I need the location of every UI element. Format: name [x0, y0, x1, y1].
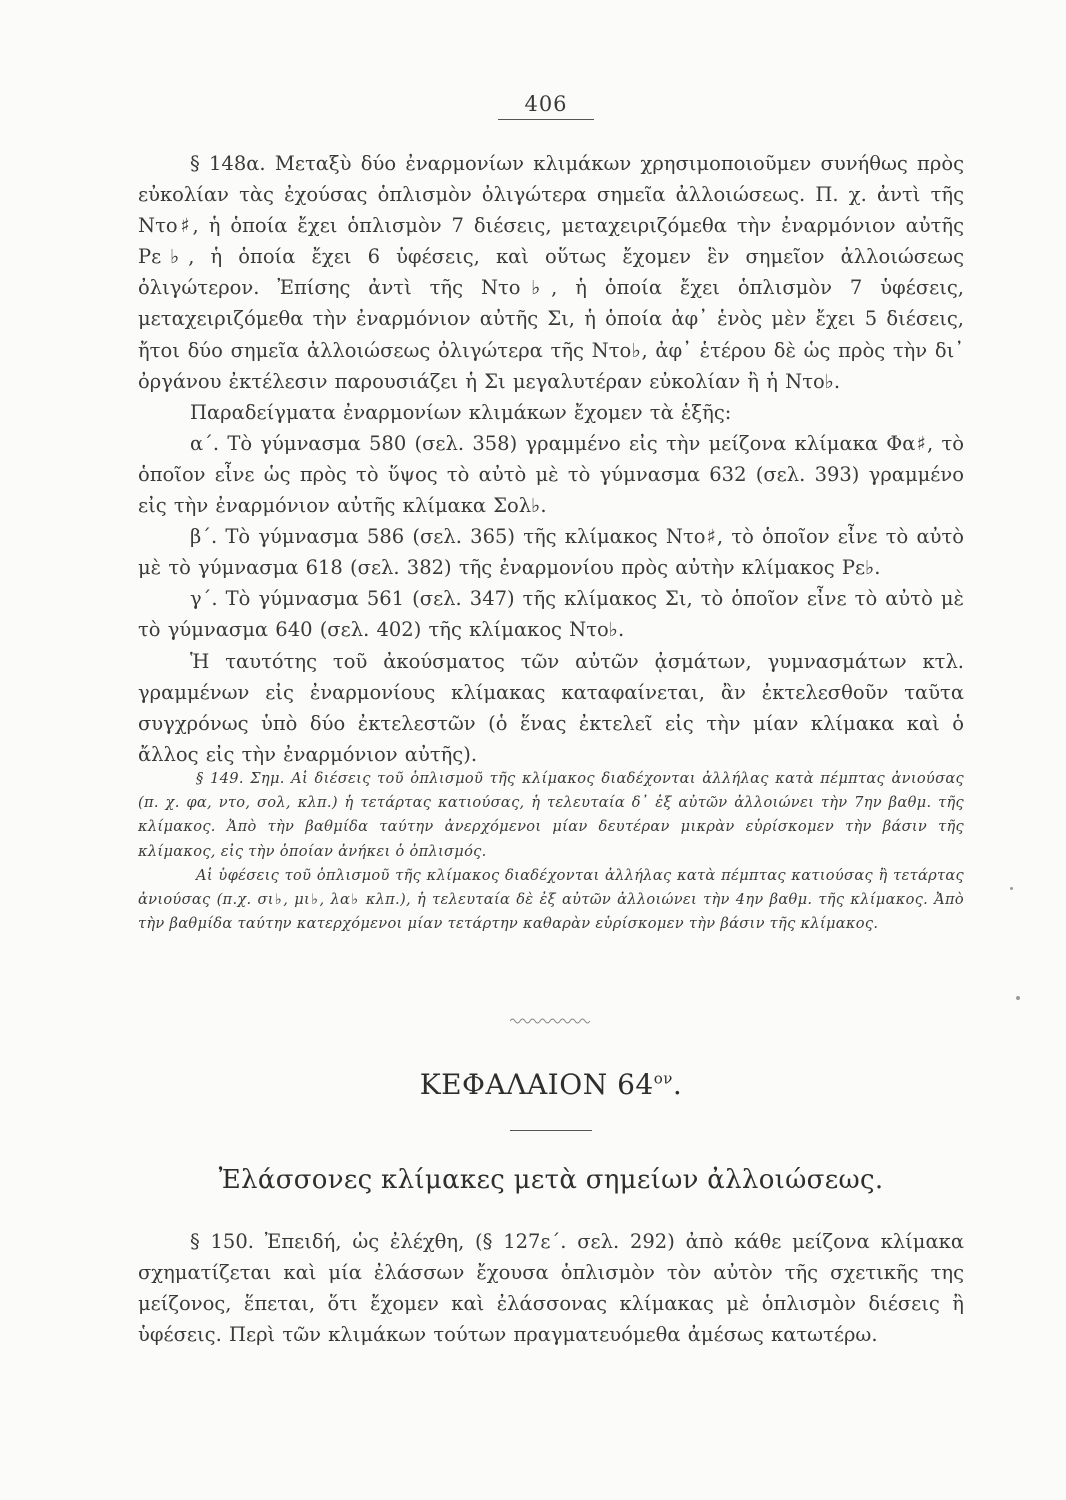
- paragraph-example-c: γ΄. Τὸ γύμνασμα 561 (σελ. 347) τῆς κλίμακος Σι, τὸ ὁποῖον εἶνε τὸ αὐτὸ μὲ τὸ γύμνασμα 640 (σελ. 402) τῆς κλίμακος Ντο♭.: [138, 587, 964, 642]
- paragraph-examples-intro: Παραδείγματα ἐναρμονίων κλιμάκων ἔχομεν τὰ ἑξῆς:: [190, 400, 732, 424]
- note-flats: Αἱ ὑφέσεις τοῦ ὁπλισμοῦ τῆς κλίμακος διαδέχονται ἀλλήλας κατὰ πέμπτας κατιούσας ἢ τετάρτας ἀνιούσας (π.χ. σι♭, μι♭, λα♭ κλπ.), ἡ τελευταία δὲ ἐξ αὐτῶν ἀλλοιώνει τὴν 4ην βαθμ. τῆς κλίμακος. Ἀπὸ τὴν βαθμίδα ταύτην κατερχόμενοι μίαν τετάρτην καθαρὰν εὑρίσκομεν τὴν βάσιν τῆς κλίμακος.: [138, 866, 964, 933]
- section-148a-text: [138, 148, 964, 770]
- section-150-text: [138, 1226, 964, 1350]
- wavy-ornament: [510, 1015, 590, 1027]
- paragraph-example-b: β΄. Τὸ γύμνασμα 586 (σελ. 365) τῆς κλίμακος Ντο♯, τὸ ὁποῖον εἶνε τὸ αὐτὸ μὲ τὸ γύμνασμα 618 (σελ. 382) τῆς ἐναρμονίου πρὸς αὐτὴν κλίμακος Ρε♭.: [138, 525, 964, 580]
- margin-speck: [1010, 887, 1013, 890]
- chapter-title: [138, 1068, 964, 1101]
- section-title: Ἐλάσσονες κλίμακες μετὰ σημείων ἀλλοιώσεως.: [218, 1165, 884, 1195]
- chapter-rule: [510, 1130, 592, 1131]
- chapter-title-period: .: [672, 1068, 683, 1101]
- chapter-title-superscript: ον: [653, 1069, 673, 1088]
- paragraph-150: § 150. Ἐπειδή, ὡς ἐλέχθη, (§ 127ε΄. σελ. 292) ἀπὸ κάθε μείζονα κλίμακα σχηματίζεται καὶ μία ἐλάσσων ἔχουσα ὁπλισμὸν τὸν αὐτὸν τῆς σχετικῆς της μείζονος, ἕπεται, ὅτι ἔχομεν καὶ ἐλάσσονας κλίμακας μὲ ὁπλισμὸν διέσεις ἢ ὑφέσεις. Περὶ τῶν κλιμάκων τούτων πραγματευόμεθα ἀμέσως κατωτέρω.: [138, 1230, 964, 1347]
- paragraph-identity: Ἡ ταυτότης τοῦ ἀκούσματος τῶν αὐτῶν ᾀσμάτων, γυμνασμάτων κτλ. γραμμένων εἰς ἐναρμονίους κλίμακας καταφαίνεται, ἂν ἐκτελεσθοῦν ταῦτα συγχρόνως ὑπὸ δύο ἐκτελεστῶν (ὁ ἕνας ἐκτελεῖ εἰς τὴν μίαν κλίμακα καὶ ὁ ἄλλος εἰς τὴν ἐναρμόνιον αὐτῆς).: [138, 649, 964, 766]
- paragraph-example-a: α΄. Τὸ γύμνασμα 580 (σελ. 358) γραμμένο εἰς τὴν μείζονα κλίμακα Φα♯, τὸ ὁποῖον εἶνε ὡς πρὸς τὸ ὕψος τὸ αὐτὸ μὲ τὸ γύμνασμα 632 (σελ. 393) γραμμένο εἰς τὴν ἐναρμόνιον αὐτῆς κλίμακα Σολ♭.: [138, 431, 964, 518]
- section-149-notes: [138, 767, 964, 936]
- chapter-title-text: ΚΕΦΑΛΑΙΟΝ 64: [419, 1068, 654, 1101]
- paragraph-148a: § 148α. Μεταξὺ δύο ἐναρμονίων κλιμάκων χρησιμοποιοῦμεν συνήθως πρὸς εὐκολίαν τὰς ἐχούσας ὁπλισμὸν ὀλιγώτερα σημεῖα ἀλλοιώσεως. Π. χ. ἀντὶ τῆς Ντο♯, ἡ ὁποία ἔχει ὁπλισμὸν 7 διέσεις, μεταχειριζόμεθα τὴν ἐναρμόνιον αὐτῆς Ρε♭, ἡ ὁποία ἔχει 6 ὑφέσεις, καὶ οὕτως ἔχομεν ἓν σημεῖον ἀλλοιώσεως ὀλιγώτερον. Ἐπίσης ἀντὶ τῆς Ντο♭, ἡ ὁποία ἔχει ὁπλισμὸν 7 ὑφέσεις, μεταχειριζόμεθα τὴν ἐναρμόνιον αὐτῆς Σι, ἡ ὁποία ἀφ᾽ ἑνὸς μὲν ἔχει 5 διέσεις, ἤτοι δύο σημεῖα ἀλλοιώσεως ὀλιγώτερα τῆς Ντο♭, ἀφ᾽ ἑτέρου δὲ ὡς πρὸς τὴν δι᾽ ὀργάνου ἐκτέλεσιν παρουσιάζει ἡ Σι μεγαλυτέραν εὐκολίαν ἢ ἡ Ντο♭.: [138, 152, 964, 393]
- book-page: [138, 0, 964, 1500]
- margin-speck: [1016, 996, 1020, 1000]
- note-sharps: § 149. Σημ. Αἱ διέσεις τοῦ ὁπλισμοῦ τῆς κλίμακος διαδέχονται ἀλλήλας κατὰ πέμπτας ἀνιούσας (π. χ. φα, ντο, σολ, κλπ.) ἡ τετάρτας κατιούσας, ἡ τελευταία δ᾽ ἐξ αὐτῶν ἀλλοιώνει τὴν 7ην βαθμ. τῆς κλίμακος. Ἀπὸ τὴν βαθμίδα ταύτην ἀνερχόμενοι μίαν δευτέραν μικρὰν εὑρίσκομεν τὴν βάσιν τῆς κλίμακος, εἰς τὴν ὁποίαν ἀνήκει ὁ ὁπλισμός.: [138, 770, 964, 860]
- page-number: 406: [498, 92, 594, 120]
